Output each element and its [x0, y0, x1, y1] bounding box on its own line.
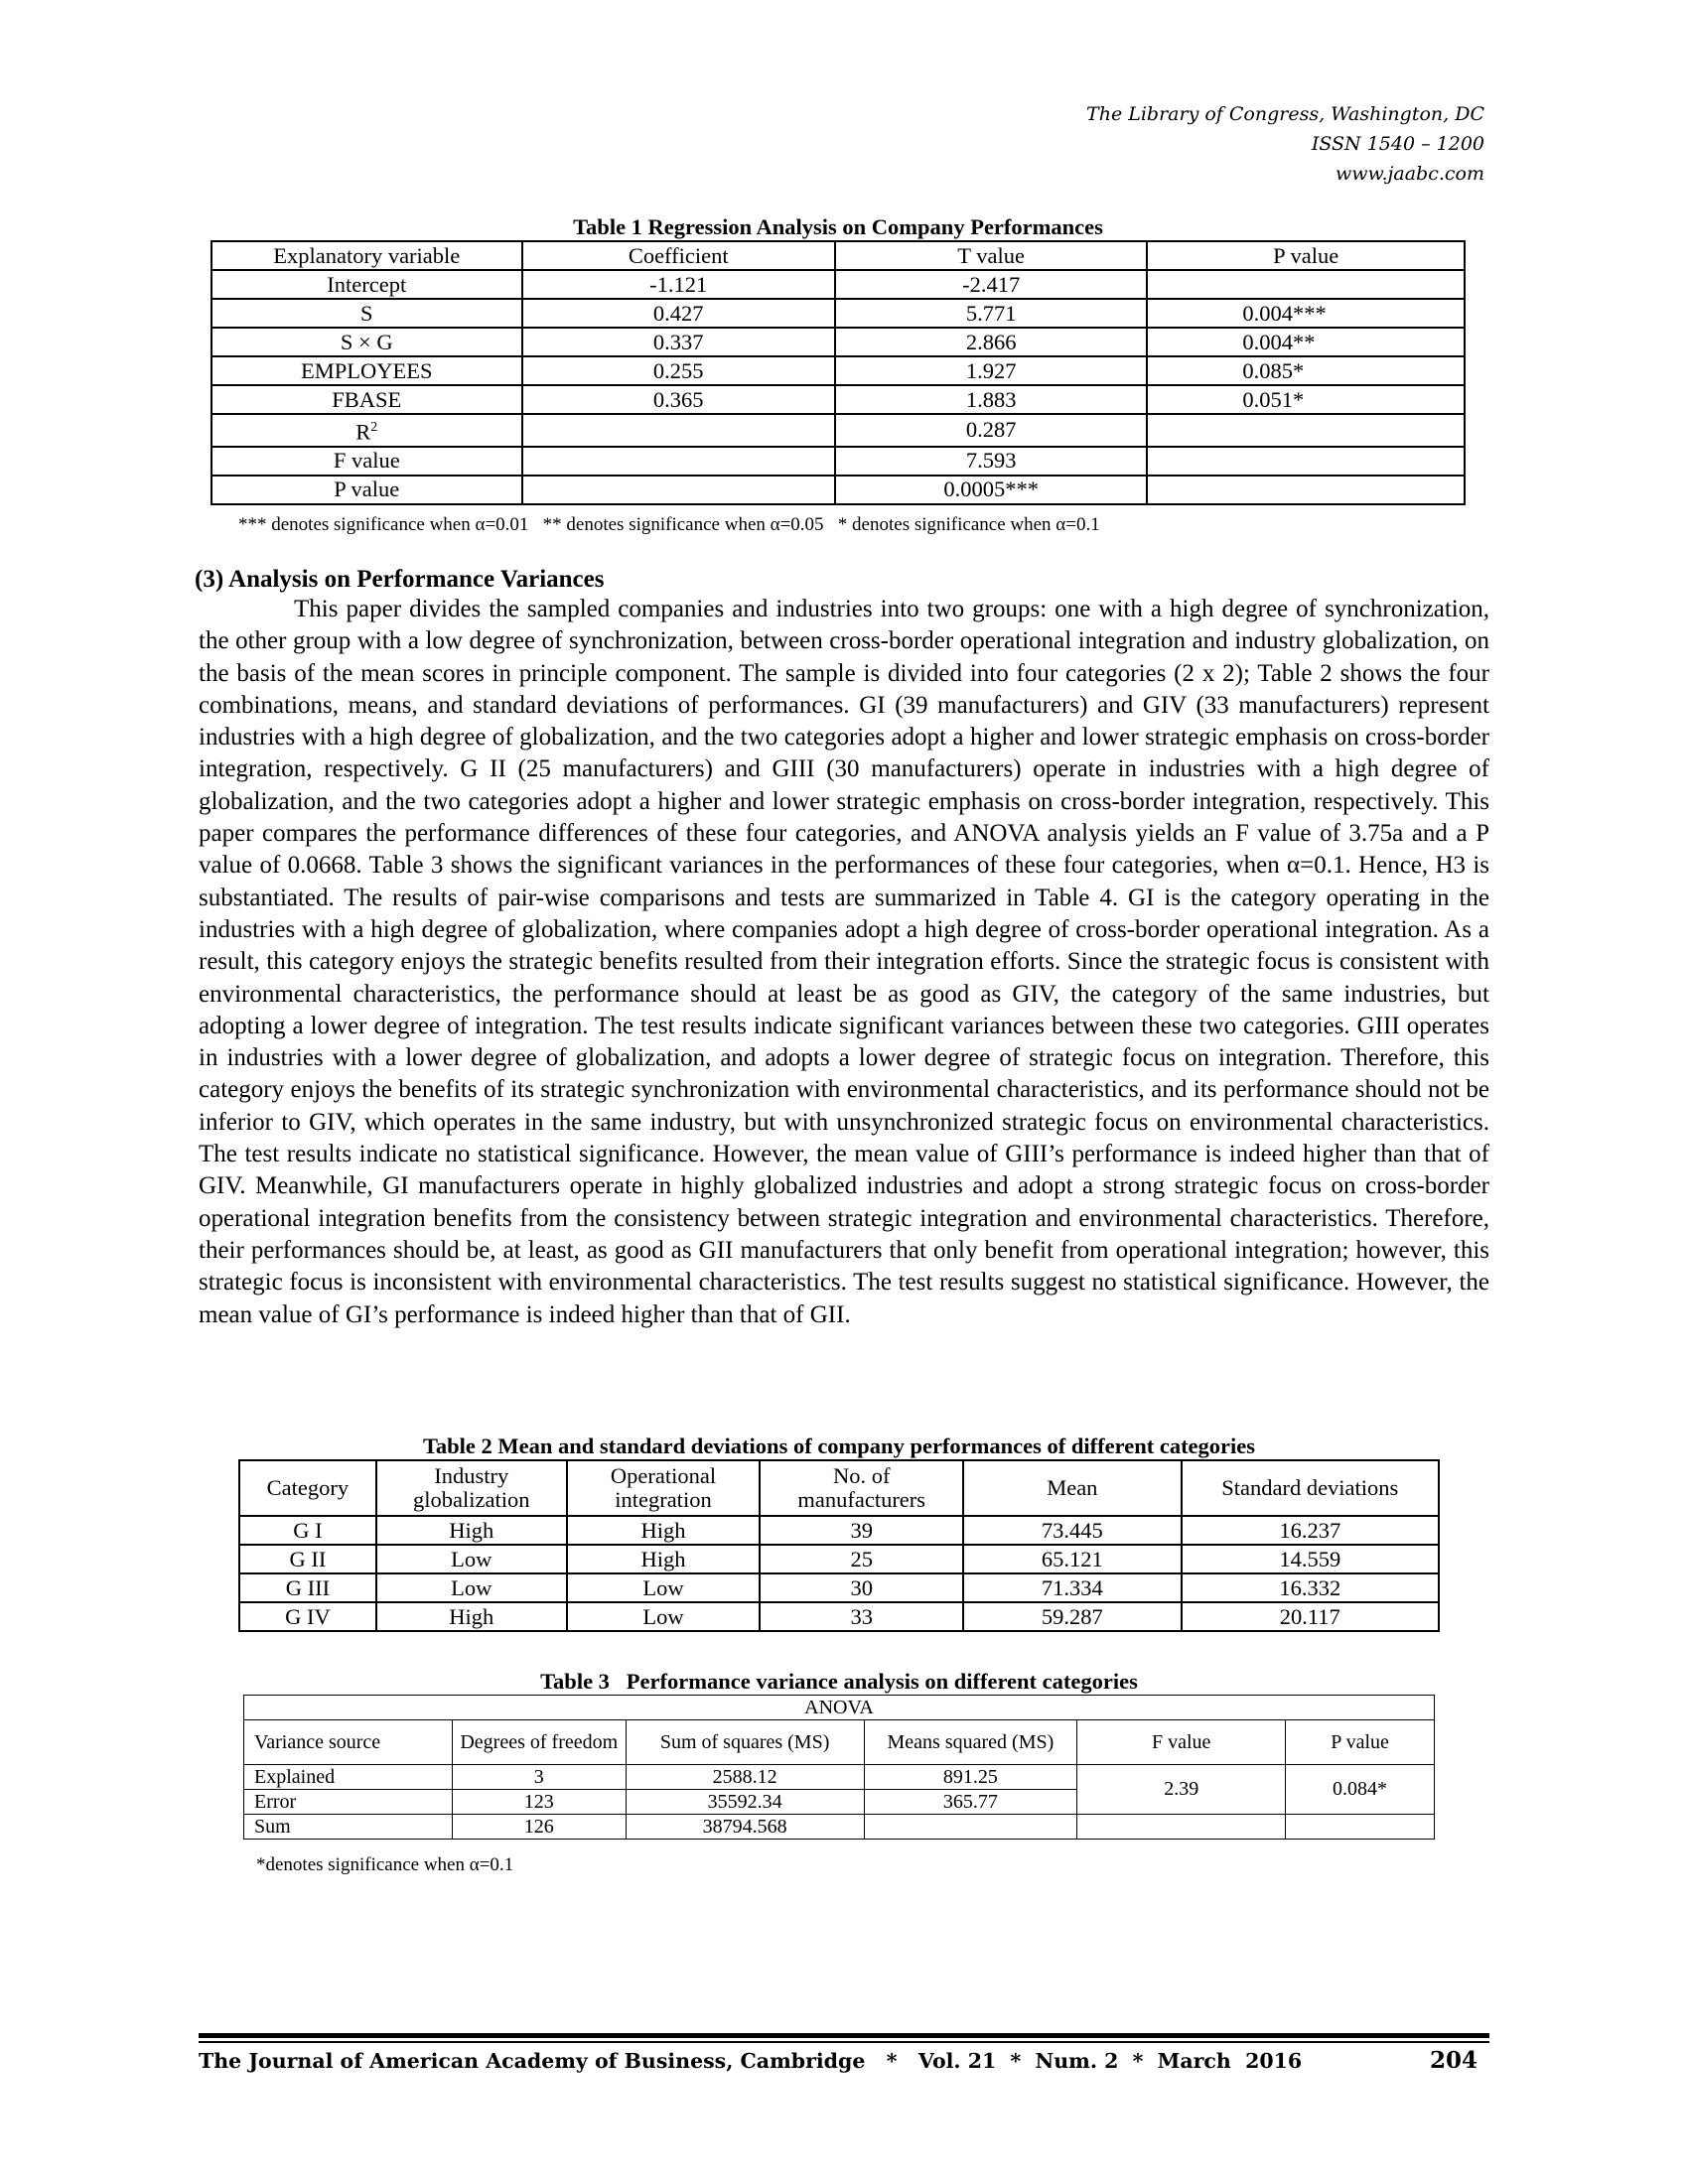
table-cell [864, 1815, 1077, 1840]
regression-table [211, 240, 1466, 505]
table-cell: 1.883 [835, 385, 1147, 414]
table-cell: 0.004*** [1147, 299, 1465, 328]
anova-table [243, 1695, 1435, 1840]
table-row [211, 270, 1465, 299]
table-cell: Low [567, 1602, 761, 1631]
journal-citation: The Journal of American Academy of Business, Cambridge * Vol. 21 * Num. 2 * March 2016 [199, 2049, 1303, 2073]
table-cell: Intercept [211, 270, 522, 299]
table-cell: 14.559 [1182, 1545, 1439, 1573]
table-row [239, 1573, 1439, 1602]
table-cell: 1.927 [835, 356, 1147, 385]
header-website: www.jaabc.com [1335, 163, 1484, 185]
table-cell: 2.866 [835, 328, 1147, 356]
table-cell: High [567, 1516, 761, 1545]
table-cell: S × G [211, 328, 522, 356]
anova-p-value: 0.084* [1286, 1765, 1435, 1815]
table-cell: 59.287 [963, 1602, 1181, 1631]
table-row [239, 1545, 1439, 1573]
table-cell: Low [567, 1573, 761, 1602]
table-cell: -1.121 [522, 270, 835, 299]
table-row [211, 356, 1465, 385]
table-cell [522, 414, 835, 447]
table-cell: 123 [452, 1790, 626, 1815]
table-cell: EMPLOYEES [211, 356, 522, 385]
performance-table [238, 1459, 1440, 1632]
footer-rule-thin [199, 2041, 1489, 2043]
page-number: 204 [1429, 2047, 1477, 2074]
paragraph: This paper divides the sampled companies and industries into two groups: one with a high degree of synchronization, the other group with a low degree of synchronization, between cross-border operational integration and industry globalization, on the basis of the mean scores in principle component. The sample is divided into four categories (2 x 2); Table 2 shows the four combinations, means, and standard deviations of performances. GI (39 manufacturers) and GIV (33 manufacturers) represent industries with a high degree of globalization, and the two categories adopt a higher and lower strategic emphasis on cross-border integration, respectively. G II (25 manufacturers) and GIII (30 manufacturers) operate in industries with a high degree of globalization, and the two categories adopt a higher and lower strategic emphasis on cross-border integration, respectively. This paper compares the performance differences of these four categories, and ANOVA analysis yields an F value of 3.75a and a P value of 0.0668. Table 3 shows the significant variances in the performances of these four categories, when α=0.1. Hence, H3 is substantiated. The results of pair-wise comparisons and tests are summarized in Table 4. GI is the category operating in the industries with a high degree of globalization, where companies adopt a high degree of cross-border operational integration. As a result, this category enjoys the strategic benefits resulted from their integration efforts. Since the strategic focus is consistent with environmental characteristics, the performance should at least be as good as GIV, the category of the same industries, but adopting a lower degree of integration. The test results indicate significant variances between these two categories. GIII operates in industries with a lower degree of globalization, and adopts a lower degree of strategic focus on integration. Therefore, this category enjoys the benefits of its strategic synchronization with environmental characteristics, and its performance should not be inferior to GIV, which operates in the same industry, but with unsynchronized strategic focus on environmental characteristics. The test results indicate no statistical significance. However, the mean value of GIII’s performance is indeed higher than that of GIV. Meanwhile, GI manufacturers operate in highly globalized industries and adopt a strong strategic focus on cross-border operational integration benefits from the consistency between strategic integration and environmental characteristics. Therefore, their performances should be, at least, as good as GII manufacturers that only benefit from operational integration; however, this strategic focus is inconsistent with environmental characteristics. The test results suggest no statistical significance. However, the mean value of GI’s performance is indeed higher than that of GII. [199, 596, 1489, 1328]
col-header: Category [239, 1460, 376, 1516]
col-header: Mean [963, 1460, 1181, 1516]
table-row [239, 1602, 1439, 1631]
f-value-label: F value [211, 447, 522, 476]
table-cell: 126 [452, 1815, 626, 1840]
footer-rule [199, 2033, 1489, 2038]
table-cell: 2588.12 [626, 1765, 864, 1790]
table-cell: High [567, 1545, 761, 1573]
table-cell: 16.332 [1182, 1573, 1439, 1602]
table-cell: -2.417 [835, 270, 1147, 299]
table-cell: 0.085* [1147, 356, 1465, 385]
f-value: 7.593 [835, 447, 1147, 476]
table-cell: 0.051* [1147, 385, 1465, 414]
table-cell: 5.771 [835, 299, 1147, 328]
table-cell: High [376, 1602, 567, 1631]
header-library: The Library of Congress, Washington, DC [1086, 103, 1484, 125]
table-row [244, 1765, 1435, 1790]
table-cell: 0.255 [522, 356, 835, 385]
table-cell: 0.427 [522, 299, 835, 328]
page-footer [199, 2045, 1489, 2077]
table-cell: 38794.568 [626, 1815, 864, 1840]
table-cell: 891.25 [864, 1765, 1077, 1790]
table3-caption: Table 3 Performance variance analysis on different categories [540, 1669, 1138, 1694]
table-cell [1147, 270, 1465, 299]
table-row [244, 1815, 1435, 1840]
col-header: Degrees of freedom [452, 1720, 626, 1765]
table-cell: G II [239, 1545, 376, 1573]
table-cell: 365.77 [864, 1790, 1077, 1815]
table-cell: Sum [244, 1815, 453, 1840]
table-cell [1077, 1815, 1286, 1840]
table-row [211, 299, 1465, 328]
table-row [211, 476, 1465, 504]
table-cell: 71.334 [963, 1573, 1181, 1602]
table-cell: 0.004** [1147, 328, 1465, 356]
table-row [211, 447, 1465, 476]
table-cell: G I [239, 1516, 376, 1545]
table-cell: G IV [239, 1602, 376, 1631]
p-value: 0.0005*** [835, 476, 1147, 504]
col-header: Means squared (MS) [864, 1720, 1077, 1765]
table-header-row [211, 241, 1465, 270]
table-cell: 0.337 [522, 328, 835, 356]
table-cell [1147, 447, 1465, 476]
col-header: No. of manufacturers [760, 1460, 963, 1516]
table-cell: S [211, 299, 522, 328]
col-header: Variance source [244, 1720, 453, 1765]
table-cell: 65.121 [963, 1545, 1181, 1573]
table-row [211, 414, 1465, 447]
body-text [199, 594, 1489, 1331]
table-cell: 25 [760, 1545, 963, 1573]
table-row [239, 1516, 1439, 1545]
journal-header [1086, 99, 1484, 189]
r-squared-label: $R^2$ [211, 414, 522, 447]
table3-note: *denotes significance when α=0.1 [256, 1854, 514, 1875]
table-cell: 20.117 [1182, 1602, 1439, 1631]
table2-caption: Table 2 Mean and standard deviations of company performances of different categories [422, 1433, 1256, 1458]
table-cell: 30 [760, 1573, 963, 1602]
table-cell: 73.445 [963, 1516, 1181, 1545]
table-cell: 16.237 [1182, 1516, 1439, 1545]
col-header: Coefficient [522, 241, 835, 270]
col-header: Industry globalization [376, 1460, 567, 1516]
table-cell [1147, 414, 1465, 447]
table-cell: G III [239, 1573, 376, 1602]
table-cell [1286, 1815, 1435, 1840]
table-cell: Low [376, 1545, 567, 1573]
anova-super-header: ANOVA [244, 1696, 1435, 1720]
table-cell: Explained [244, 1765, 453, 1790]
header-issn: ISSN 1540 – 1200 [1311, 133, 1484, 155]
table-cell: 0.365 [522, 385, 835, 414]
table-cell [1147, 476, 1465, 504]
table-row [211, 385, 1465, 414]
table-header-row [239, 1460, 1439, 1516]
table-cell [522, 476, 835, 504]
table1-note: *** denotes significance when α=0.01 ** denotes significance when α=0.05 * denotes significance when α=0.1 [238, 514, 1100, 535]
section-heading: (3) Analysis on Performance Variances [195, 566, 605, 593]
table-header-row [244, 1720, 1435, 1765]
col-header: Explanatory variable [211, 241, 522, 270]
table-cell: 33 [760, 1602, 963, 1631]
table-cell: 35592.34 [626, 1790, 864, 1815]
table-cell: Low [376, 1573, 567, 1602]
col-header: F value [1077, 1720, 1286, 1765]
table-cell [522, 447, 835, 476]
col-header: P value [1286, 1720, 1435, 1765]
col-header: Standard deviations [1182, 1460, 1439, 1516]
p-value-label: P value [211, 476, 522, 504]
table-cell: Error [244, 1790, 453, 1815]
table-cell: 3 [452, 1765, 626, 1790]
col-header: Operational integration [567, 1460, 761, 1516]
col-header: T value [835, 241, 1147, 270]
col-header: Sum of squares (MS) [626, 1720, 864, 1765]
table-cell: High [376, 1516, 567, 1545]
table1-caption: Table 1 Regression Analysis on Company Performances [573, 214, 1103, 239]
r-squared-value: 0.287 [835, 414, 1147, 447]
col-header: P value [1147, 241, 1465, 270]
table-row [211, 328, 1465, 356]
table-header-row [244, 1696, 1435, 1720]
table-cell: FBASE [211, 385, 522, 414]
table-cell: 39 [760, 1516, 963, 1545]
anova-f-value: 2.39 [1077, 1765, 1286, 1815]
